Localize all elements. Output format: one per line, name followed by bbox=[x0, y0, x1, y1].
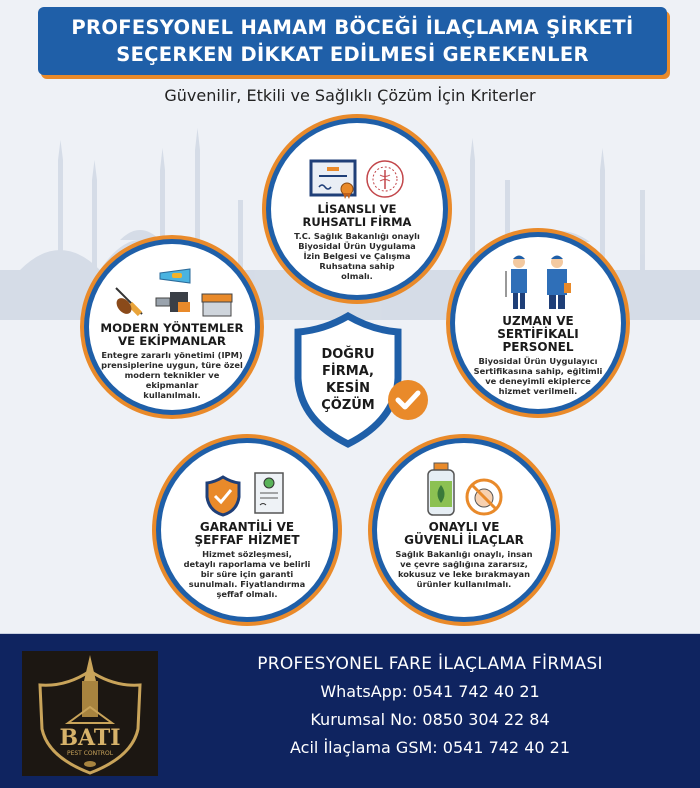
criterion-body-line: sunulmalı. Fiyatlandırma bbox=[188, 579, 306, 589]
technician-icon bbox=[540, 253, 574, 311]
center-badge bbox=[290, 312, 430, 452]
corporate-number[interactable]: Kurumsal No: 0850 304 22 84 bbox=[310, 710, 550, 729]
check-badge-icon bbox=[386, 378, 430, 422]
criterion-title-line: MODERN YÖNTEMLER bbox=[100, 321, 244, 335]
criterion-title-line: UZMAN VE bbox=[502, 314, 574, 328]
criterion-title-line: RUHSATLI FİRMA bbox=[302, 215, 412, 229]
criterion-guarantee bbox=[152, 434, 342, 626]
criterion-licensed bbox=[262, 114, 452, 304]
ministry-of-health-seal-icon bbox=[365, 159, 405, 199]
criterion-body-line: Sağlık Bakanlığı onaylı, insan bbox=[395, 549, 533, 559]
contact-footer bbox=[0, 633, 700, 788]
criterion-body-line: şeffaf olmalı. bbox=[216, 589, 278, 599]
criterion-body-line: Entegre zararlı yönetimi (IPM) bbox=[101, 350, 243, 360]
criterion-body-line: Ruhsatına sahip bbox=[319, 261, 395, 271]
criterion-body-line: ürünler kullanılmalı. bbox=[416, 579, 512, 589]
badge-line: ÇÖZÜM bbox=[321, 398, 375, 413]
footer-heading: PROFESYONEL FARE İLAÇLAMA FİRMASI bbox=[257, 654, 603, 674]
criterion-title-line: VE EKİPMANLAR bbox=[117, 334, 226, 348]
fogger-machine-icon bbox=[154, 288, 194, 318]
criterion-title-line: GÜVENLİ İLAÇLAR bbox=[404, 533, 524, 547]
shield-check-icon bbox=[205, 475, 241, 517]
gel-tube-icon bbox=[156, 267, 192, 285]
criterion-body-line: olmalı. bbox=[341, 271, 373, 281]
criterion-body-line: Hizmet sözleşmesi, bbox=[202, 549, 292, 559]
badge-line: DOĞRU bbox=[321, 347, 375, 362]
criterion-body-line: İzin Belgesi ve Çalışma bbox=[303, 251, 411, 261]
criterion-title-line: LİSANSLI VE bbox=[317, 202, 397, 216]
page-title-line-2: SEÇERKEN DİKKAT EDİLMESİ GEREKENLER bbox=[116, 43, 589, 66]
criterion-body-line: ve deneyimli ekiplerce bbox=[485, 376, 591, 386]
criterion-body-line: Biyosidal Ürün Uygulayıcı bbox=[478, 356, 598, 366]
criterion-approved bbox=[368, 434, 560, 626]
criterion-body-line: hizmet verilmeli. bbox=[498, 386, 578, 396]
criterion-body-line: ve çevre sağlığına zararsız, bbox=[400, 559, 528, 569]
criterion-body-line: detaylı raporlama ve belirli bbox=[183, 559, 311, 569]
logo-tagline: PEST CONTROL bbox=[66, 750, 114, 757]
whatsapp-number[interactable]: WhatsApp: 0541 742 40 21 bbox=[320, 682, 540, 701]
criterion-body-line: Sertifikasına sahip, eğitimli bbox=[473, 366, 603, 376]
criterion-body-line: ekipmanlar bbox=[145, 380, 199, 390]
leaf-bottle-icon bbox=[424, 461, 458, 517]
logo-name: BATI bbox=[59, 725, 121, 751]
criterion-modern bbox=[80, 235, 264, 419]
criterion-title-line: PERSONEL bbox=[502, 340, 574, 354]
page-subtitle: Güvenilir, Etkili ve Sağlıklı Çözüm İçin Kriterler bbox=[164, 86, 536, 105]
criterion-title-line: ŞEFFAF HİZMET bbox=[194, 533, 300, 547]
company-logo bbox=[22, 651, 158, 776]
criterion-title-line: SERTİFİKALI bbox=[497, 327, 579, 341]
criterion-title-line: ONAYLI VE bbox=[428, 520, 500, 534]
criterion-body-line: kullanılmalı. bbox=[143, 390, 201, 400]
technician-sprayer-icon bbox=[502, 253, 536, 311]
page-title-line-1: PROFESYONEL HAMAM BÖCEĞİ İLAÇLAMA ŞİRKETİ bbox=[71, 16, 634, 39]
contract-document-icon bbox=[249, 471, 289, 517]
badge-line: KESİN bbox=[325, 381, 371, 396]
criterion-body-line: Biyosidal Ürün Uygulama bbox=[298, 241, 416, 251]
criterion-body-line: prensiplerine uygun, türe özel bbox=[101, 360, 243, 370]
cockroach-icon bbox=[110, 284, 148, 318]
badge-line: FİRMA, bbox=[322, 364, 374, 379]
criterion-body-line: modern teknikler ve bbox=[124, 370, 220, 380]
criterion-expert bbox=[446, 228, 630, 418]
certificate-icon bbox=[309, 159, 359, 199]
emergency-gsm-number[interactable]: Acil İlaçlama GSM: 0541 742 40 21 bbox=[290, 738, 570, 757]
criterion-body-line: bir süre için garanti bbox=[200, 569, 294, 579]
baby-safe-icon bbox=[464, 477, 504, 517]
bait-station-icon bbox=[200, 292, 234, 318]
criterion-title-line: GARANTİLİ VE bbox=[199, 520, 295, 534]
criterion-body-line: kokusuz ve leke bırakmayan bbox=[397, 569, 531, 579]
title-banner bbox=[38, 7, 667, 75]
criterion-body-line: T.C. Sağlık Bakanlığı onaylı bbox=[294, 231, 420, 241]
